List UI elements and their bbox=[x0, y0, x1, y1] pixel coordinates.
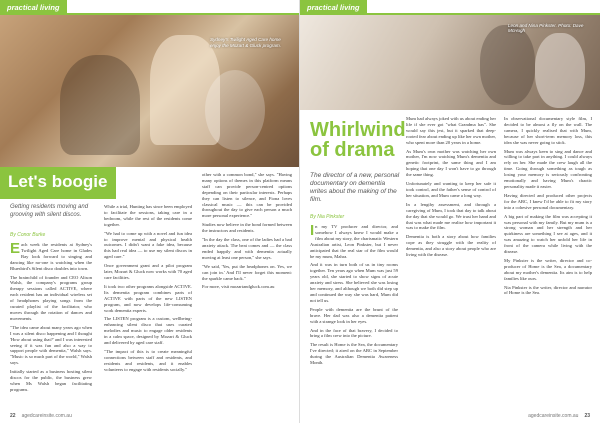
paragraph: Mum was always keen to sing and dance and willing to take part in anything. I could always rely on her. She made the crew laugh all the time. Going through something as tough as losing your memory is seriously confronting emotionally and having Mum's chaotic personality made it easier. bbox=[504, 148, 592, 189]
hero-photo bbox=[300, 15, 600, 110]
right-page bbox=[300, 0, 600, 423]
paragraph: It took two other programs alongside ACTIVE. Its dementia program combines parts of ACTIVE with parts of the new LISTEN program, and now develops life-consuming work dementia experts. bbox=[104, 283, 192, 313]
photo-caption: Sydney's Twilight Aged Care home enjoy the Mozart & Gluck program. bbox=[210, 37, 281, 48]
paragraph: The LISTEN program is a custom, wellbeing-enhancing silent disco that uses curated melodies and music to engage older residents in a calm space, designed by Mozart & Gluck and delivered by aged care staff. bbox=[104, 316, 192, 346]
article-byline: By Conor Burke bbox=[10, 232, 46, 238]
section-header bbox=[300, 0, 600, 15]
photo-caption: Leon and Nina Pinkster. Photo: Dave McHugh bbox=[508, 23, 584, 33]
page-footer bbox=[528, 413, 590, 419]
article-headline: Whirlwind of drama bbox=[310, 119, 406, 161]
paragraph: Once government grant and a pilot program later, Mozart & Gluck now works with 70 aged care facilities. bbox=[104, 263, 192, 280]
text-column-2 bbox=[406, 116, 496, 402]
text-column-1 bbox=[310, 224, 398, 402]
site-url[interactable]: agedcareinsite.com.au bbox=[528, 413, 579, 419]
paragraph: "In the day the class, one of the ladies had a bad anxiety attack. The beat comes and — the class ended happily and with dementia actually moving at least one person," she says. bbox=[202, 237, 292, 260]
text-column-1 bbox=[10, 242, 92, 402]
article-headline: Let's boogie bbox=[8, 172, 108, 191]
text-column-2 bbox=[104, 204, 192, 402]
article-standfirst: Getting residents moving and grooving with silent discos. bbox=[10, 204, 89, 218]
paragraph: The brainchild of founder and CEO Alison Walsh, the company's programs group therapy sessions called ACTIVE, where each resident has an individual wireless set of headphones playing songs from the curated playlist of the facilitator, who moves through the rotation of dances and movements. bbox=[10, 274, 92, 321]
article-byline: By Nia Pinkster bbox=[310, 214, 345, 220]
paragraph: And it was in turn both of us in tiny rooms together. Ten years ago when Mum was just 59 years old, she started to show signs of acute anxiety and stress. She believed she was losing her memory, and although we both did step up and continued the way she was hard, Mum did not tell us. bbox=[310, 262, 398, 303]
paragraph: In a lengthy assessment, and through a caregiving of Mum, I took that day to talk about the day that she would go. We trust her hand and that was what made me realise how important it was to make the film. bbox=[406, 201, 496, 231]
text-column-3 bbox=[504, 116, 592, 402]
paragraph: "We said, 'Yes, put the headphones on. Yes, we can join in.' And I'll never forget this moment: the sparkle came back." bbox=[202, 263, 292, 281]
photo-figure bbox=[60, 55, 140, 155]
paragraph: A big part of making the film was accepting it was personal with my family. But my mum is a strong woman and her strength and her quirkiness are something I see at ages, and it was amazing to watch her unfold her life in front of the camera while living with the disease. bbox=[504, 213, 592, 255]
page-number: 23 bbox=[584, 413, 590, 419]
paragraph: And in the face of that bravery, I decided to bring a film crew into the picture. bbox=[310, 327, 398, 339]
section-label: practical living bbox=[0, 0, 67, 15]
paragraph: Dementia is both a story about how families cope as they struggle with the reality of dementia, and also a story about people who are living with the disease. bbox=[406, 234, 496, 258]
paragraph: Mum had always joked with us about ending her life if she ever got "what Grandma has". She would say this jest, but it sparked that deep-rooted fear about ending up like her own mother, who spent more than 20 years in a home. bbox=[406, 116, 496, 145]
drop-cap: E bbox=[10, 242, 21, 257]
paragraph: Each week the residents at Sydney's Twilight Aged Care home in Glades Bay look forward to singing and dancing like no-one is watching when the Bluesbird's Silent disco doubles into town. bbox=[10, 242, 92, 271]
paragraph: In observational documentary style film, I decided to be almost a fly on the wall. The camera, I quickly realised that with Mum, because of her short-term memory loss, this idea she was never going to stick. bbox=[504, 116, 592, 145]
photo-figure bbox=[535, 33, 585, 108]
article-standfirst: The director of a new, personal documentary on dementia writes about the making of the film. bbox=[310, 172, 400, 203]
section-label: practical living bbox=[300, 0, 367, 15]
photo-figure bbox=[205, 70, 265, 150]
page-number: 22 bbox=[10, 413, 16, 419]
paragraph: "We had to come up with a novel and fun idea to improve mental and physical health outcomes. I didn't want a fake idea, because this had real idea — to use my silent discos in aged care." bbox=[104, 230, 192, 260]
text-column-3 bbox=[202, 172, 292, 402]
paragraph: As Mum's own mother was watching her own mother, I'm now watching Mum's dementia and genetic footprint, the same thing and I am hoping that one day I won't have to go through the same thing. bbox=[406, 148, 496, 178]
paragraph: For more, visit mozartandgluck.com.au bbox=[202, 284, 275, 290]
paragraph: "The impact of this is to create meaningful connections between staff and residents, and residents and residents, and it enables volunteers to engage with residents socially." bbox=[104, 348, 192, 372]
drop-cap: I bbox=[310, 224, 315, 239]
paragraph: other with a common bond," she says. "Having many options of themes in this platform means staff can provide person-centred options depending on their particular interests. Perhaps they can listen to silence, and Fiona loves classical music — this can be provided throughout the day to give each person a much more personal experience." bbox=[202, 172, 292, 219]
paragraph: Initially started as a business hosting silent discos for the public, the business grew when Ms Walsh began facilitating programs. bbox=[10, 369, 92, 392]
hero-photo bbox=[0, 15, 300, 167]
headline-banner bbox=[0, 167, 116, 199]
paragraph: Nia Pinkster is the writer, director and narrator of Home is the Sea. bbox=[504, 284, 592, 296]
section-header bbox=[0, 0, 300, 15]
paragraph: In my TV producer and director, and somehow I always knew I would make a film about my story, the charismatic Western Australian artist, Leon Pinkster, but I never anticipated that the real star of the film would be my mum, Mahra. bbox=[310, 224, 398, 259]
paragraph: While a trial, Hunting has since been employed to facilitate the sessions, taking care in a bedroom, while the rest of the residents come together. bbox=[104, 204, 192, 227]
paragraph: Studies now believe in the bond formed between the instructors and residents. bbox=[202, 222, 292, 234]
photo-figure bbox=[480, 25, 535, 105]
paragraph: The result is Home is the Sea, the documentary I've directed; it aired on the ABC in September during the Australian Dementia Awareness Month. bbox=[310, 342, 398, 366]
paragraph: Having directed and produced other projects for the ABC, I knew I'd be able to fit my story into a cohesive personal documentary. bbox=[504, 192, 592, 210]
paragraph: Unfortunately and wanting to keep her safe it took control, and the father's sense of control of her situation, and Mum came a long way. bbox=[406, 181, 496, 198]
paragraph: "The idea came about many years ago when I was a silent disco happening and I thought 'How about using that?' and I was interested seeing if it was fun and also a way to support people with dementia," Walsh says. "Music is so much part of the world," Walsh says. bbox=[10, 324, 92, 366]
site-url[interactable]: agedcareinsite.com.au bbox=[21, 413, 72, 419]
paragraph: People with dementia are the brunt of the brave. Her dad was also a dementia patient with a strange look in her eyes. bbox=[310, 306, 398, 324]
paragraph: My Pinkster is the writer, director and co-producer of Home is the Sea, a documentary about my mother's dementia. Its aim is to help families like ours. bbox=[504, 257, 592, 281]
page-footer bbox=[10, 413, 72, 419]
